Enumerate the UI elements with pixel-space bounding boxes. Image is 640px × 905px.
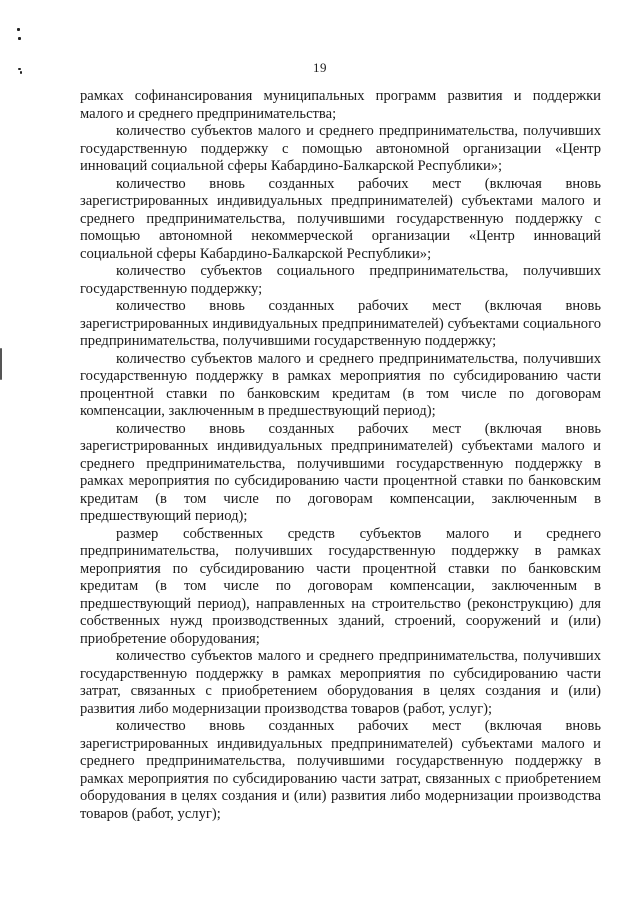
paragraph: количество вновь созданных рабочих мест (включая вновь зарегистрированных индивидуальных предпринимателей) субъектами малого и среднего предпринимательства, получившими государственную поддержку в рамках мероприятия по субсидированию части процентной ставки по банковским кредитам (в том числе по договорам компенсации, заключенным в предшествующий период); [80,420,601,524]
paragraph: количество субъектов малого и среднего предпринимательства, получивших государственную поддержку в рамках мероприятия по субсидированию части затрат, связанных с приобретением оборудования в целях создания и (или) развития либо модернизации производства товаров (работ, услуг); [80,648,601,717]
paragraph: количество вновь созданных рабочих мест (включая вновь зарегистрированных индивидуальных предпринимателей) субъектами социального предпринимательства, получившими государственную поддержку; [80,298,601,349]
paragraph: количество субъектов малого и среднего предпринимательства, получивших государственную поддержку с помощью автономной организации «Центр инноваций социальной сферы Кабардино-Балкарской Республики»; [80,123,601,174]
paragraph: количество вновь созданных рабочих мест (включая вновь зарегистрированных индивидуальных предпринимателей) субъектами малого и среднего предпринимательства, получившими государственную поддержку с помощью автономной некоммерческой организации «Центр инноваций социальной сферы Кабардино-Балкарской Республики»; [80,175,601,262]
paragraph: размер собственных средств субъектов малого и среднего предпринимательства, получивших государственную поддержку в рамках мероприятия по субсидированию части процентной ставки по банковским кредитам (в том числе по договорам компенсации, заключенным в предшествующий период), направленных на строительство (реконструкцию) для собственных нужд производственных зданий, строений, сооружений и (или) приобретение оборудования; [80,525,601,647]
paragraph: количество вновь созданных рабочих мест (включая вновь зарегистрированных индивидуальных предпринимателей) субъектами малого и среднего предпринимательства, получившими государственную поддержку в рамках мероприятия по субсидированию части затрат, связанных с приобретением оборудования в целях создания и (или) развития либо модернизации производства товаров (работ, услуг); [80,718,601,822]
page-number: 19 [313,60,327,75]
scan-mark [0,348,2,380]
scan-mark [18,37,21,40]
document-body [80,88,601,823]
paragraph: количество субъектов малого и среднего предпринимательства, получивших государственную поддержку в рамках мероприятия по субсидированию части процентной ставки по банковским кредитам (в том числе по договорам компенсации, заключенным в предшествующий период); [80,350,601,419]
paragraph: количество субъектов социального предпринимательства, получивших государственную поддержку; [80,263,601,297]
scan-mark [17,28,20,31]
paragraph: рамках софинансирования муниципальных программ развития и поддержки малого и среднего предпринимательства; [80,88,601,122]
